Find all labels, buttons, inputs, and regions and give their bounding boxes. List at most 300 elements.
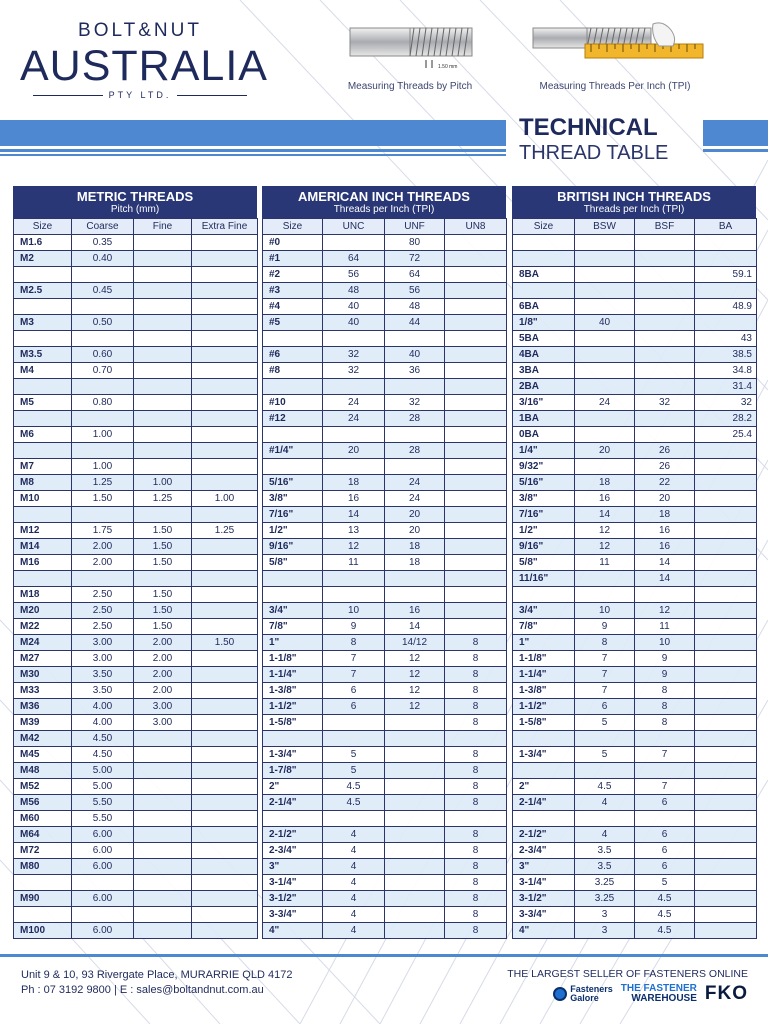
value-cell: 8 (575, 635, 635, 651)
size-cell: M7 (14, 459, 72, 475)
size-cell: M8 (14, 475, 72, 491)
value-cell: 2.00 (134, 683, 192, 699)
value-cell: 1.00 (192, 491, 258, 507)
size-cell (513, 251, 575, 267)
size-cell: 1-1/4" (513, 667, 575, 683)
table-row (513, 331, 757, 347)
table-row (14, 763, 258, 779)
value-cell: 48 (385, 299, 445, 315)
size-cell: #8 (263, 363, 323, 379)
value-cell: 6.00 (72, 891, 134, 907)
value-cell (445, 523, 507, 539)
value-cell: 16 (635, 539, 695, 555)
pitch-measure-label: 1.50 mm (438, 64, 458, 70)
value-cell (134, 267, 192, 283)
size-cell: #3 (263, 283, 323, 299)
logo-line3 (20, 90, 260, 100)
value-cell: 8 (445, 667, 507, 683)
pitch-caption: Measuring Threads by Pitch (347, 81, 473, 92)
size-cell: M3 (14, 315, 72, 331)
value-cell (695, 619, 757, 635)
table-row (513, 299, 757, 315)
table-row (14, 875, 258, 891)
value-cell (385, 379, 445, 395)
value-cell (445, 587, 507, 603)
value-cell: 6.00 (72, 843, 134, 859)
value-cell (192, 299, 258, 315)
size-cell: #5 (263, 315, 323, 331)
table-row (263, 283, 507, 299)
value-cell: 1.25 (192, 523, 258, 539)
value-cell: 2.50 (72, 587, 134, 603)
value-cell (192, 603, 258, 619)
value-cell: 9 (635, 667, 695, 683)
value-cell: 8 (635, 699, 695, 715)
size-cell: M80 (14, 859, 72, 875)
size-cell: 1/2" (513, 523, 575, 539)
value-cell: 0.70 (72, 363, 134, 379)
size-cell: 1" (263, 635, 323, 651)
size-cell: 9/16" (263, 539, 323, 555)
value-cell (695, 475, 757, 491)
table-row (513, 795, 757, 811)
table-row (14, 347, 258, 363)
value-cell: 3.00 (72, 651, 134, 667)
value-cell: 26 (635, 443, 695, 459)
col-header: Coarse (72, 219, 134, 235)
value-cell: 1.50 (134, 603, 192, 619)
table-row (513, 859, 757, 875)
value-cell (445, 331, 507, 347)
table-row (263, 763, 507, 779)
table-row (263, 875, 507, 891)
value-cell: 6 (323, 683, 385, 699)
size-cell: 3-1/4" (263, 875, 323, 891)
value-cell: 5 (323, 747, 385, 763)
value-cell: 10 (635, 635, 695, 651)
value-cell (385, 811, 445, 827)
value-cell: 32 (635, 395, 695, 411)
value-cell: 2.00 (72, 539, 134, 555)
table-row (14, 555, 258, 571)
value-cell (323, 731, 385, 747)
table-row (513, 507, 757, 523)
value-cell: 3 (575, 923, 635, 939)
value-cell: 1.50 (72, 491, 134, 507)
american-header (262, 186, 506, 218)
table-row (263, 907, 507, 923)
value-cell (695, 763, 757, 779)
size-cell: 5/8" (513, 555, 575, 571)
table-row (513, 603, 757, 619)
company-logo (20, 20, 268, 100)
value-cell (192, 859, 258, 875)
footer-address-block (21, 968, 292, 998)
table-row (263, 491, 507, 507)
size-cell: M60 (14, 811, 72, 827)
table-row (14, 699, 258, 715)
value-cell (192, 331, 258, 347)
table-row (513, 667, 757, 683)
size-cell: M2.5 (14, 283, 72, 299)
value-cell: 1.00 (72, 459, 134, 475)
value-cell (695, 907, 757, 923)
value-cell (445, 619, 507, 635)
value-cell: 5 (323, 763, 385, 779)
value-cell: 14 (635, 571, 695, 587)
value-cell (134, 859, 192, 875)
value-cell: 18 (635, 507, 695, 523)
table-row (263, 315, 507, 331)
value-cell (575, 731, 635, 747)
value-cell (323, 331, 385, 347)
value-cell (134, 827, 192, 843)
table-row (513, 491, 757, 507)
value-cell: 3.00 (72, 635, 134, 651)
table-row (14, 427, 258, 443)
tpi-illustration (520, 22, 710, 92)
value-cell: 1.50 (134, 619, 192, 635)
value-cell (695, 779, 757, 795)
value-cell: 16 (323, 491, 385, 507)
value-cell: 0.80 (72, 395, 134, 411)
value-cell: 2.00 (134, 651, 192, 667)
size-cell (14, 299, 72, 315)
value-cell: 6 (635, 827, 695, 843)
value-cell: 4.5 (323, 795, 385, 811)
size-cell (513, 763, 575, 779)
value-cell: 0.45 (72, 283, 134, 299)
value-cell: 0.60 (72, 347, 134, 363)
value-cell: 9 (635, 651, 695, 667)
value-cell: 6.00 (72, 827, 134, 843)
size-cell: M3.5 (14, 347, 72, 363)
value-cell: 4.00 (72, 715, 134, 731)
value-cell: 1.50 (134, 539, 192, 555)
value-cell (192, 891, 258, 907)
table-row (14, 315, 258, 331)
value-cell (445, 491, 507, 507)
table-row (513, 555, 757, 571)
value-cell: 8 (445, 747, 507, 763)
table-row (513, 731, 757, 747)
size-cell: #2 (263, 267, 323, 283)
size-cell: #0 (263, 235, 323, 251)
value-cell: 6 (635, 795, 695, 811)
value-cell (695, 507, 757, 523)
value-cell: 48.9 (695, 299, 757, 315)
size-cell (263, 731, 323, 747)
british-header (512, 186, 756, 218)
value-cell (635, 363, 695, 379)
value-cell: 8 (445, 907, 507, 923)
value-cell (72, 571, 134, 587)
value-cell: 14 (635, 555, 695, 571)
value-cell (134, 251, 192, 267)
value-cell: 56 (323, 267, 385, 283)
value-cell (134, 379, 192, 395)
metric-header (13, 186, 257, 218)
size-cell: 2" (513, 779, 575, 795)
value-cell (575, 571, 635, 587)
value-cell (192, 747, 258, 763)
value-cell (635, 347, 695, 363)
value-cell: 0.35 (72, 235, 134, 251)
value-cell (192, 235, 258, 251)
table-row (513, 523, 757, 539)
value-cell (385, 843, 445, 859)
size-cell: 3" (513, 859, 575, 875)
table-row (263, 555, 507, 571)
value-cell: 16 (635, 523, 695, 539)
american-title: AMERICAN INCH THREADS (298, 189, 470, 204)
value-cell: 31.4 (695, 379, 757, 395)
table-row (513, 811, 757, 827)
value-cell: 20 (385, 507, 445, 523)
size-cell: M33 (14, 683, 72, 699)
value-cell (385, 795, 445, 811)
size-cell: M12 (14, 523, 72, 539)
value-cell (635, 251, 695, 267)
value-cell (635, 379, 695, 395)
value-cell (192, 907, 258, 923)
value-cell: 8 (445, 699, 507, 715)
value-cell: 4.5 (635, 923, 695, 939)
value-cell: 40 (323, 315, 385, 331)
size-cell: 1-1/8" (513, 651, 575, 667)
table-row (513, 779, 757, 795)
value-cell: 4 (323, 843, 385, 859)
value-cell: 16 (385, 603, 445, 619)
value-cell: 32 (695, 395, 757, 411)
table-row (263, 603, 507, 619)
brand1-line1: Fasteners (570, 984, 613, 994)
table-row (513, 619, 757, 635)
value-cell: 26 (635, 459, 695, 475)
value-cell: 6 (323, 699, 385, 715)
col-header: UNC (323, 219, 385, 235)
size-cell: M6 (14, 427, 72, 443)
value-cell: 3.50 (72, 683, 134, 699)
value-cell: 6 (635, 859, 695, 875)
value-cell (192, 715, 258, 731)
value-cell (635, 763, 695, 779)
value-cell (695, 747, 757, 763)
table-row (513, 763, 757, 779)
value-cell (385, 827, 445, 843)
table-row (263, 699, 507, 715)
page-title (519, 114, 668, 164)
col-header: Size (14, 219, 72, 235)
value-cell (695, 731, 757, 747)
value-cell: 8 (445, 779, 507, 795)
value-cell (445, 443, 507, 459)
table-row (263, 747, 507, 763)
value-cell (192, 315, 258, 331)
table-row (14, 843, 258, 859)
british-subtitle: Threads per Inch (TPI) (583, 204, 685, 215)
size-cell: 1/4" (513, 443, 575, 459)
value-cell (134, 315, 192, 331)
size-cell: M39 (14, 715, 72, 731)
size-cell: 3/4" (513, 603, 575, 619)
value-cell: 4.5 (575, 779, 635, 795)
value-cell (192, 763, 258, 779)
table-row (14, 891, 258, 907)
table-row (513, 459, 757, 475)
value-cell: 20 (635, 491, 695, 507)
value-cell: 6.00 (72, 859, 134, 875)
value-cell (575, 411, 635, 427)
value-cell: 3.25 (575, 875, 635, 891)
value-cell: 28 (385, 411, 445, 427)
value-cell: 9 (575, 619, 635, 635)
bolt-ruler-icon (525, 22, 705, 72)
value-cell: 1.00 (134, 475, 192, 491)
value-cell: 7 (323, 667, 385, 683)
size-cell: 1BA (513, 411, 575, 427)
size-cell (14, 907, 72, 923)
value-cell: 1.25 (134, 491, 192, 507)
size-cell (513, 811, 575, 827)
table-row (513, 379, 757, 395)
table-row (14, 827, 258, 843)
table-row (263, 795, 507, 811)
value-cell: 34.8 (695, 363, 757, 379)
value-cell: 7 (323, 651, 385, 667)
value-cell (445, 475, 507, 491)
value-cell: 3.5 (575, 859, 635, 875)
size-cell: 3-1/4" (513, 875, 575, 891)
size-cell: 9/16" (513, 539, 575, 555)
value-cell: 1.25 (72, 475, 134, 491)
metric-body (14, 235, 258, 939)
value-cell: 1.75 (72, 523, 134, 539)
value-cell (192, 427, 258, 443)
table-row (513, 395, 757, 411)
value-cell (323, 379, 385, 395)
value-cell (385, 571, 445, 587)
value-cell: 3.00 (134, 715, 192, 731)
value-cell (445, 379, 507, 395)
table-row (513, 699, 757, 715)
value-cell: 9 (323, 619, 385, 635)
col-header: Fine (134, 219, 192, 235)
size-cell: 3/8" (513, 491, 575, 507)
value-cell (445, 811, 507, 827)
table-row (263, 891, 507, 907)
value-cell (323, 427, 385, 443)
table-row (14, 907, 258, 923)
value-cell (695, 683, 757, 699)
table-row (513, 235, 757, 251)
value-cell: 8 (635, 715, 695, 731)
value-cell (445, 427, 507, 443)
value-cell (385, 779, 445, 795)
value-cell (72, 331, 134, 347)
value-cell (575, 587, 635, 603)
table-row (14, 267, 258, 283)
table-row (263, 683, 507, 699)
table-row (513, 571, 757, 587)
value-cell (72, 411, 134, 427)
size-cell: 9/32" (513, 459, 575, 475)
value-cell: 28.2 (695, 411, 757, 427)
american-body (263, 235, 507, 939)
size-cell: 1-1/2" (513, 699, 575, 715)
value-cell (575, 299, 635, 315)
value-cell (445, 555, 507, 571)
bolt-pitch-icon (340, 22, 480, 72)
value-cell (192, 251, 258, 267)
table-row (14, 667, 258, 683)
value-cell: 6.00 (72, 923, 134, 939)
value-cell (385, 459, 445, 475)
value-cell (695, 459, 757, 475)
value-cell (134, 235, 192, 251)
size-cell: 2-1/4" (263, 795, 323, 811)
table-row (263, 507, 507, 523)
value-cell: 7 (635, 779, 695, 795)
value-cell: 12 (385, 651, 445, 667)
value-cell: 11 (323, 555, 385, 571)
size-cell: M2 (14, 251, 72, 267)
value-cell (695, 923, 757, 939)
value-cell: 5.00 (72, 763, 134, 779)
value-cell (575, 235, 635, 251)
value-cell (385, 731, 445, 747)
value-cell: 40 (575, 315, 635, 331)
value-cell (445, 539, 507, 555)
value-cell (635, 331, 695, 347)
value-cell: 18 (323, 475, 385, 491)
table-row (263, 411, 507, 427)
value-cell: 8 (635, 683, 695, 699)
logo-line1: BOLT&NUT (78, 20, 202, 41)
table-row (14, 859, 258, 875)
value-cell: 24 (385, 491, 445, 507)
value-cell (134, 331, 192, 347)
value-cell: 8 (323, 635, 385, 651)
value-cell (192, 459, 258, 475)
table-row (263, 587, 507, 603)
table-row (14, 795, 258, 811)
value-cell (575, 811, 635, 827)
footer-tagline: THE LARGEST SELLER OF FASTENERS ONLINE (507, 968, 748, 980)
value-cell: 16 (575, 491, 635, 507)
value-cell (695, 523, 757, 539)
table-row (14, 507, 258, 523)
value-cell (695, 491, 757, 507)
size-cell: 4BA (513, 347, 575, 363)
size-cell: M48 (14, 763, 72, 779)
brand2-line2: WAREHOUSE (631, 993, 697, 1004)
value-cell: 7 (575, 651, 635, 667)
value-cell: 4.5 (635, 907, 695, 923)
value-cell (192, 667, 258, 683)
value-cell: 3.00 (134, 699, 192, 715)
value-cell: 8 (445, 715, 507, 731)
value-cell (445, 347, 507, 363)
value-cell: 8 (445, 635, 507, 651)
value-cell: 12 (323, 539, 385, 555)
value-cell (445, 395, 507, 411)
size-cell: M100 (14, 923, 72, 939)
table-row (14, 379, 258, 395)
value-cell (445, 459, 507, 475)
table-row (263, 267, 507, 283)
table-row (14, 491, 258, 507)
